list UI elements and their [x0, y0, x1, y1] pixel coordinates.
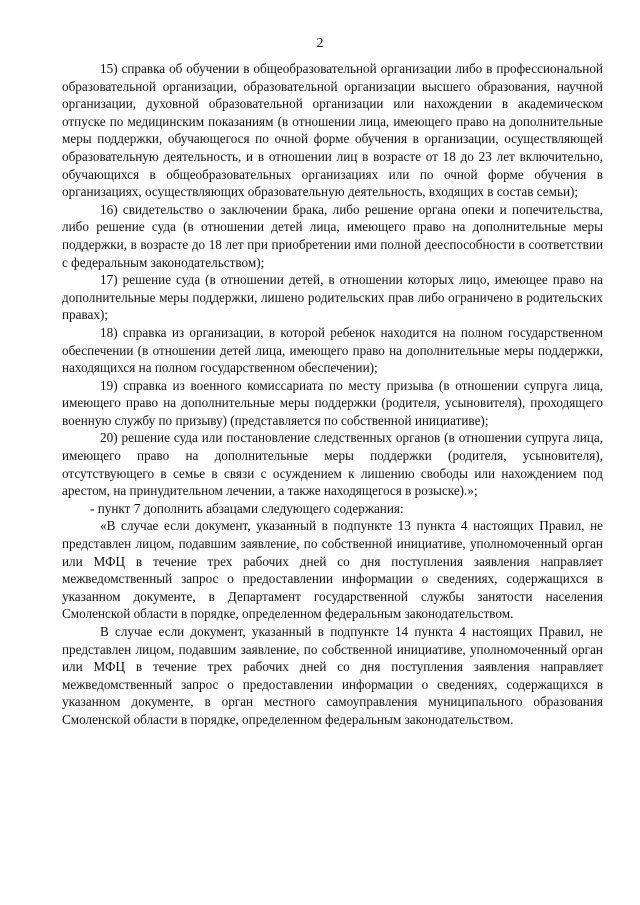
paragraph-item-19: 19) справка из военного комиссариата по месту призыва (в отношении супруга лица, имеющего право на дополнительные меры поддержки (родителя, усыновителя), проходящего военную службу по призыву) (представляется по собственной инициативе); — [62, 377, 603, 428]
amendment-paragraph-2: В случае если документ, указанный в подпункте 14 пункта 4 настоящих Правил, не представлен лицом, подавшим заявление, по собственной инициативе, уполномоченный орган или МФЦ в течение трех рабочих дней со дня поступления заявления направляет межведомственный запрос о предоставлении информации о сведениях, содержащихся в указанном документе, в орган местного самоуправления муниципального образования Смоленской области в порядке, определенном федеральным законодательством. — [62, 624, 603, 727]
document-body — [62, 60, 603, 729]
amendment-instruction: - пункт 7 дополнить абзацами следующего содержания: — [90, 500, 404, 516]
page-number: 2 — [316, 36, 324, 51]
paragraph-item-17: 17) решение суда (в отношении детей, в отношении которых лицо, имеющее право на дополнительные меры поддержки, лишено родительских прав либо ограничено в родительских правах); — [62, 272, 603, 323]
amendment-paragraph-1: «В случае если документ, указанный в подпункте 13 пункта 4 настоящих Правил, не представлен лицом, подавшим заявление, по собственной инициативе, уполномоченный орган или МФЦ в течение трех рабочих дней со дня поступления заявления направляет межведомственный запрос о предоставлении информации о сведениях, содержащихся в указанном документе, в Департамент государственной службы занятости населения Смоленской области в порядке, определенном федеральным законодательством. — [62, 518, 603, 622]
paragraph-item-18: 18) справка из организации, в которой ребенок находится на полном государственном обеспечении (в отношении детей лица, имеющего право на дополнительные меры поддержки, находящихся на полном государственном обеспечении); — [62, 324, 603, 376]
paragraph-item-20: 20) решение суда или постановление следственных органов (в отношении супруга лица, имеющего право на дополнительные меры поддержки (родителя, усыновителя), отсутствующего в семье в связи с осуждением к лишению свободы или нахождением под арестом, на принудительном лечении, а также находящегося в розыске).»; — [62, 430, 603, 499]
paragraph-item-16: 16) свидетельство о заключении брака, либо решение органа опеки и попечительства, либо решение суда (в отношении детей лица, имеющего право на дополнительные меры поддержки, в возрасте до 18 лет при приобретении ими полной дееспособности в соответствии с федеральным законодательством); — [62, 201, 603, 270]
paragraph-item-15: 15) справка об обучении в общеобразовательной организации либо в профессиональной образовательной организации, образовательной организации высшего образования, научной организации, духовной образовательной организации или нахождении в академическом отпуске по медицинским показаниям (в отношении лица, имеющего право на дополнительные меры поддержки, обучающегося по очной форме обучения в организации, осуществляющей образовательную деятельность, и в отношении лиц в возрасте от 18 до 23 лет включительно, обучающихся в общеобразовательных организациях или по очной форме обучения в организациях, осуществляющих образовательную деятельность, входящих в состав семьи); — [62, 61, 603, 200]
